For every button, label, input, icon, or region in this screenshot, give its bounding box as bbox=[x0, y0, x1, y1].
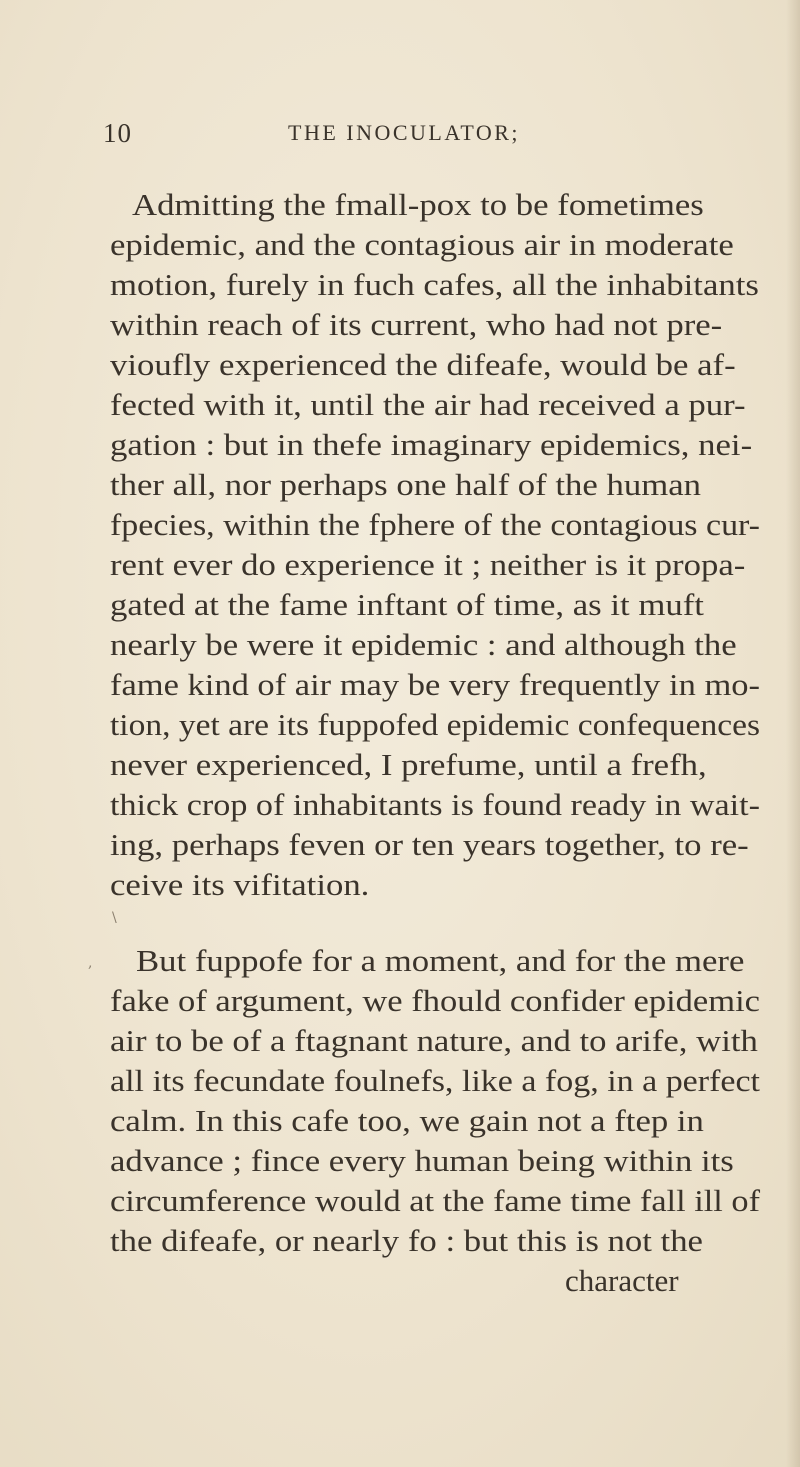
text-line: gation : but in thefe imaginary epidemics, nei- bbox=[110, 427, 753, 462]
text-line: never experienced, I prefume, until a frefh, bbox=[110, 747, 707, 782]
text-line: circumference would at the fame time fall ill of bbox=[110, 1183, 761, 1218]
text-line: gated at the fame inftant of time, as it muft bbox=[110, 587, 704, 622]
text-line: all its fecundate foulnefs, like a fog, in a perfect bbox=[110, 1063, 760, 1098]
text-line: ther all, nor perhaps one half of the human bbox=[110, 467, 702, 502]
text-line: fake of argument, we fhould confider epidemic bbox=[110, 983, 761, 1018]
text-line: epidemic, and the contagious air in moderate bbox=[110, 227, 734, 262]
text-line: rent ever do experience it ; neither is it propa- bbox=[110, 547, 746, 582]
text-line: air to be of a ftagnant nature, and to arife, with bbox=[110, 1023, 758, 1058]
text-line: ceive its vifitation. bbox=[110, 867, 370, 902]
text-line: ing, perhaps feven or ten years together, to re- bbox=[110, 827, 749, 862]
text-line: Admitting the fmall-pox to be fometimes bbox=[132, 187, 704, 222]
text-line: nearly be were it epidemic : and although the bbox=[110, 627, 737, 662]
text-line: fame kind of air may be very frequently in mo- bbox=[110, 667, 761, 702]
text-line: tion, yet are its fuppofed epidemic confequences bbox=[110, 707, 761, 742]
text-line: advance ; fince every human being within its bbox=[110, 1143, 734, 1178]
text-line: vioufly experienced the difeafe, would be af- bbox=[110, 347, 736, 382]
text-line: motion, furely in fuch cafes, all the inhabitants bbox=[110, 267, 759, 302]
print-mark: , bbox=[88, 955, 93, 971]
text-line: fpecies, within the fphere of the contagious cur- bbox=[110, 507, 761, 542]
text-line: fected with it, until the air had received a pur- bbox=[110, 387, 746, 422]
text-line: calm. In this cafe too, we gain not a ftep in bbox=[110, 1103, 704, 1138]
text-line: But fuppofe for a moment, and for the mere bbox=[136, 943, 745, 978]
text-line: thick crop of inhabitants is found ready in wait- bbox=[110, 787, 760, 822]
text-line: the difeafe, or nearly fo : but this is not the bbox=[110, 1223, 703, 1258]
print-mark: \ bbox=[112, 910, 117, 926]
running-head: THE INOCULATOR; bbox=[288, 120, 521, 145]
text-line: within reach of its current, who had not pre- bbox=[110, 307, 723, 342]
catchword: character bbox=[565, 1263, 679, 1298]
page-number: 10 bbox=[103, 118, 132, 148]
